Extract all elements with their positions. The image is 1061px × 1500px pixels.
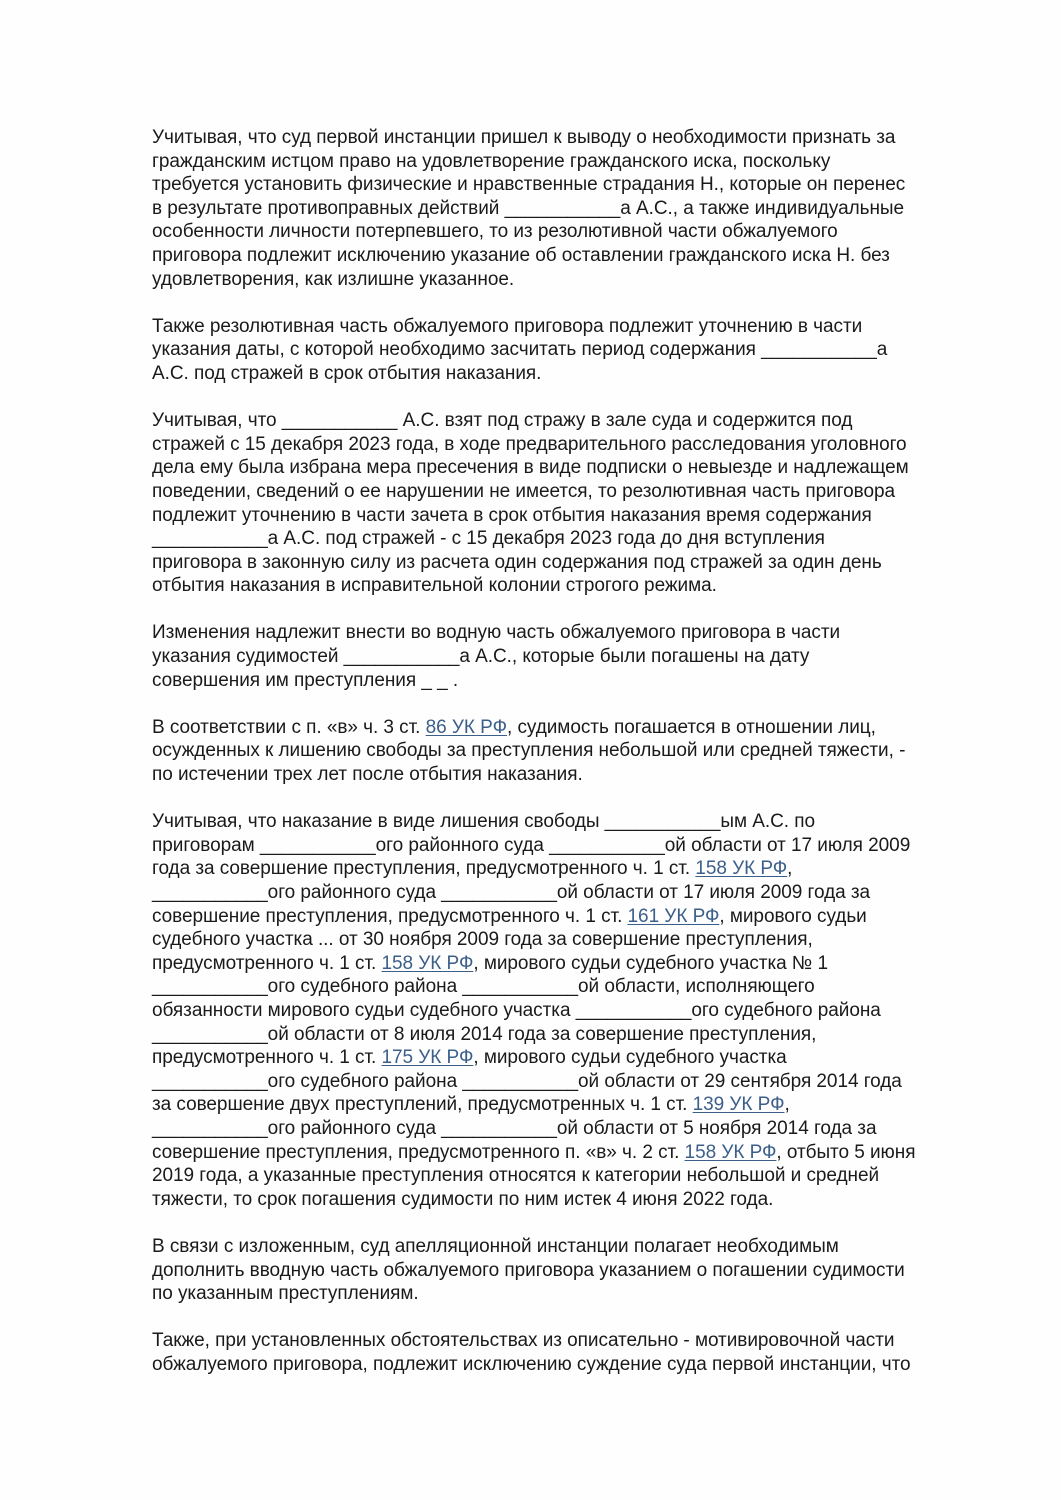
text-segment: отбытия наказания в исправительной колонии строгого режима. xyxy=(152,575,717,597)
text-segment: В соответствии с п. «в» ч. 3 ст. xyxy=(152,716,426,738)
text-line xyxy=(152,150,992,174)
text-line xyxy=(152,244,992,268)
text-line xyxy=(152,905,992,929)
text-segment: ___________ого судебного района ___________ой области, исполняющего xyxy=(152,976,815,998)
text-line xyxy=(152,621,992,645)
text-line xyxy=(152,551,992,575)
text-segment: Учитывая, что суд первой инстанции пришел к выводу о необходимости признать за xyxy=(152,127,896,148)
text-segment: , xyxy=(784,1094,790,1116)
text-segment: подлежит уточнению в части зачета в срок отбытия наказания время содержания xyxy=(152,504,872,526)
law-article-link[interactable]: 86 УК РФ xyxy=(425,716,507,738)
paragraph xyxy=(152,1329,992,1376)
text-line xyxy=(152,268,992,292)
text-segment: приговора в законную силу из расчета один содержания под стражей за один день xyxy=(152,551,882,573)
text-segment: обжалуемого приговора, подлежит исключению суждение суда первой инстанции, что xyxy=(152,1353,911,1375)
text-segment: ___________ого районного суда ___________ой области от 5 ноября 2014 года за xyxy=(152,1117,877,1139)
law-article-link[interactable]: 139 УК РФ xyxy=(692,1094,785,1116)
text-segment: особенности личности потерпевшего, то из резолютивной части обжалуемого xyxy=(152,221,838,243)
law-article-link[interactable]: 161 УК РФ xyxy=(627,905,720,927)
text-segment: ___________ого районного суда ___________ой области от 17 июля 2009 года за xyxy=(152,882,871,903)
text-line xyxy=(152,574,992,598)
text-line xyxy=(152,810,992,834)
text-line xyxy=(152,669,992,693)
text-segment: А.С. под стражей в срок отбытия наказания. xyxy=(152,362,542,384)
text-segment: приговорам ___________ого районного суда ___________ой области от 17 июля 2009 xyxy=(152,834,911,856)
text-line xyxy=(152,1141,992,1165)
text-segment: по указанным преступлениям. xyxy=(152,1283,419,1305)
text-line xyxy=(152,1093,992,1117)
text-line xyxy=(152,975,992,999)
text-line xyxy=(152,1235,992,1259)
paragraph xyxy=(152,315,992,386)
text-line xyxy=(152,1353,992,1377)
text-segment: дела ему была избрана мера пресечения в виде подписки о невыезде и надлежащем xyxy=(152,457,909,479)
document-body xyxy=(152,126,992,1400)
text-line xyxy=(152,362,992,386)
text-segment: предусмотренного ч. 1 ст. xyxy=(152,1047,382,1069)
text-line xyxy=(152,480,992,504)
text-segment: дополнить вводную часть обжалуемого приговора указанием о погашении судимости xyxy=(152,1259,905,1281)
text-segment: судебного участка ... от 30 ноября 2009 года за совершение преступления, xyxy=(152,929,813,951)
text-segment: , судимость погашается в отношении лиц, xyxy=(506,716,876,738)
paragraph xyxy=(152,1235,992,1306)
text-segment: ___________а А.С. под стражей - с 15 декабря 2023 года до дня вступления xyxy=(152,528,825,550)
text-segment: Также резолютивная часть обжалуемого приговора подлежит уточнению в части xyxy=(152,315,863,337)
text-segment: В связи с изложенным, суд апелляционной инстанции полагает необходимым xyxy=(152,1235,839,1257)
law-article-link[interactable]: 158 УК РФ xyxy=(381,952,474,974)
text-line xyxy=(152,739,992,763)
text-segment: года за совершение преступления, предусмотренного ч. 1 ст. xyxy=(152,858,696,880)
paragraph xyxy=(152,409,992,598)
text-segment: указания судимостей ___________а А.С., которые были погашены на дату xyxy=(152,646,810,668)
text-line xyxy=(152,716,992,740)
text-line xyxy=(152,409,992,433)
text-line xyxy=(152,126,992,150)
text-segment: , xyxy=(787,858,793,880)
text-line xyxy=(152,173,992,197)
text-line xyxy=(152,220,992,244)
text-segment: Учитывая, что ___________ А.С. взят под стражу в зале суда и содержится под xyxy=(152,410,853,432)
text-segment: тяжести, то срок погашения судимости по ним истек 4 июня 2022 года. xyxy=(152,1188,774,1210)
text-line xyxy=(152,1282,992,1306)
text-line xyxy=(152,527,992,551)
paragraph xyxy=(152,126,992,291)
law-article-link[interactable]: 158 УК РФ xyxy=(695,858,788,880)
text-line xyxy=(152,1070,992,1094)
text-segment: обязанности мирового судьи судебного участка ___________ого судебного района xyxy=(152,999,881,1021)
text-line xyxy=(152,1164,992,1188)
text-segment: удовлетворения, как излишне указанное. xyxy=(152,268,515,290)
text-segment: , отбыто 5 июня xyxy=(776,1141,916,1163)
paragraph xyxy=(152,621,992,692)
text-segment: , мирового судьи судебного участка xyxy=(473,1047,787,1069)
text-segment: Изменения надлежит внести во водную часть обжалуемого приговора в части xyxy=(152,622,841,644)
text-line xyxy=(152,763,992,787)
text-line xyxy=(152,1046,992,1070)
text-segment: приговора подлежит исключению указание об оставлении гражданского иска Н. без xyxy=(152,244,890,266)
text-line xyxy=(152,1117,992,1141)
text-line xyxy=(152,433,992,457)
text-line xyxy=(152,645,992,669)
text-line xyxy=(152,315,992,339)
text-line xyxy=(152,197,992,221)
text-segment: совершение преступления, предусмотренного ч. 1 ст. xyxy=(152,905,628,927)
text-line xyxy=(152,999,992,1023)
text-segment: ___________ой области от 8 июля 2014 года за совершение преступления, xyxy=(152,1023,817,1045)
law-article-link[interactable]: 175 УК РФ xyxy=(381,1047,474,1069)
text-line xyxy=(152,881,992,905)
text-segment: , мирового судьи xyxy=(719,905,867,927)
text-segment: в результате противоправных действий ___________а А.С., а также индивидуальные xyxy=(152,197,905,219)
paragraph xyxy=(152,716,992,787)
text-segment: Также, при установленных обстоятельствах из описательно - мотивировочной части xyxy=(152,1330,895,1352)
text-segment: по истечении трех лет после отбытия наказания. xyxy=(152,764,583,786)
text-segment: совершение преступления, предусмотренного п. «в» ч. 2 ст. xyxy=(152,1141,685,1163)
text-line xyxy=(152,1023,992,1047)
text-segment: за совершение двух преступлений, предусмотренных ч. 1 ст. xyxy=(152,1094,693,1116)
text-line xyxy=(152,857,992,881)
text-segment: требуется установить физические и нравственные страдания Н., которые он перенес xyxy=(152,174,906,196)
text-segment: предусмотренного ч. 1 ст. xyxy=(152,952,382,974)
text-segment: осужденных к лишению свободы за преступления небольшой или средней тяжести, - xyxy=(152,740,906,762)
text-line xyxy=(152,928,992,952)
text-segment: гражданским истцом право на удовлетворение гражданского иска, поскольку xyxy=(152,150,831,172)
text-line xyxy=(152,1188,992,1212)
text-segment: Учитывая, что наказание в виде лишения свободы ___________ым А.С. по xyxy=(152,811,815,833)
text-line xyxy=(152,834,992,858)
law-article-link[interactable]: 158 УК РФ xyxy=(684,1141,777,1163)
text-line xyxy=(152,1329,992,1353)
text-line xyxy=(152,504,992,528)
text-segment: , мирового судьи судебного участка № 1 xyxy=(473,952,828,974)
text-segment: 2019 года, а указанные преступления относятся к категории небольшой и средней xyxy=(152,1165,880,1187)
paragraph xyxy=(152,810,992,1211)
text-segment: ___________ого судебного района ___________ой области от 29 сентября 2014 года xyxy=(152,1070,902,1092)
text-line xyxy=(152,456,992,480)
text-segment: поведении, сведений о ее нарушении не имеется, то резолютивная часть приговора xyxy=(152,480,896,502)
text-line xyxy=(152,952,992,976)
text-segment: указания даты, с которой необходимо засчитать период содержания ___________а xyxy=(152,339,888,361)
text-segment: совершения им преступления _ _ . xyxy=(152,669,459,691)
text-line xyxy=(152,338,992,362)
text-line xyxy=(152,1259,992,1283)
text-segment: стражей с 15 декабря 2023 года, в ходе предварительного расследования уголовного xyxy=(152,433,907,455)
